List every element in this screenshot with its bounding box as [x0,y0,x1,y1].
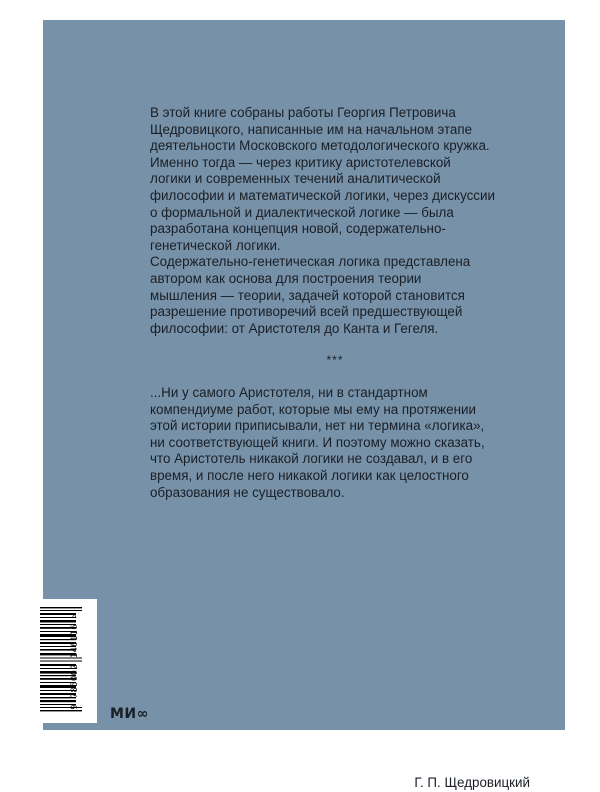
section-separator: *** [326,353,344,367]
quote-text: ...Ни у самого Аристотеля, ни в стандартном компендиуме работ, которые мы ему на протяжении этой истории приписывали, нет ни термина «логика», ни соответствующей книги. И поэтому можно сказать, что Аристотель никакой логики не создавал, и в его время, и после него никакой логики как целостного образования не существовало. [150,385,485,500]
publisher-logo: МИ∞ [110,706,149,722]
author-quote [150,385,530,790]
quote-signature: Г. П. Щедровицкий [414,775,530,790]
annotation-paragraph-1: В этой книге собраны работы Георгия Петровича Щедровицкого, написанные им на начальном этапе деятельности Московского методологического кружка. Именно тогда — через критику аристотелевской логики и современных течений аналитической философии и математической логики, через дискуссии о формальной и диалектической логике — была разработана концепция новой, содержательно- генетической логики. [150,105,495,253]
annotation-text-block [150,105,530,790]
isbn-barcode [35,599,97,723]
book-back-cover [43,20,565,790]
barcode-digits: 9 785002 146116 > [70,612,80,710]
annotation-paragraph-2: Содержательно-генетическая логика представлена автором как основа для построения теории мышления — теории, задачей которой становится разрешение противоречий всей предшествующей философии: от Аристотеля до Канта и Гегеля. [150,254,471,336]
